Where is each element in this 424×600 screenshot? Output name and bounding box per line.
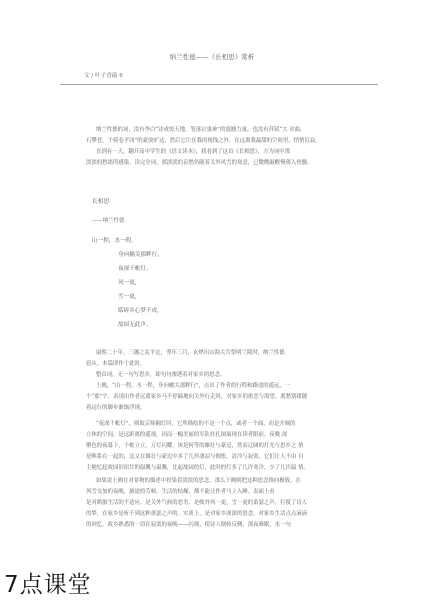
poem-line: 聒碎乡心梦不成，: [118, 308, 163, 314]
analysis-line: 个“那”字，表现出作者远离家乡马不停蹄地向关外行走时，对家乡的依恋与渴望。离愁别绪随: [86, 394, 308, 400]
analysis-line: 风雪交加的夜晚，旅途的劳顿，生活的枯燥，都不能让作者马上入睡。表面上看: [86, 489, 275, 495]
analysis-line: 是对鹤旅生活的不适应，是关外气候的恶劣，是帐外风一更，雪一更的萧瑟之声，打搅了诗人: [86, 500, 308, 506]
analysis-line: 康熙二十年，三藩之乱平定，翌年三月，玄烨出山海关告祭明兰陵时，纳兰性德: [96, 350, 285, 356]
poem-line: 夜深千帐灯。: [118, 266, 152, 272]
author-byline: 文 / 叶子香敲 6: [84, 73, 123, 79]
poem-line: 雪一更，: [118, 294, 141, 300]
poem-line: 风一更，: [118, 280, 141, 286]
intro-line: 淡淡的愁绪所感染，读完全词，那淡淡的哀愁仍随着关外风雪的寒意，已微微敲醒慢薄入骨髓。: [86, 160, 313, 166]
analysis-line: 聚色的夜幕下，千帐立立，万灯闪耀，该是何等的雄壮与豪迈，然而辽阔的灯光与思乡之 情: [86, 443, 304, 449]
analysis-line: 主地忆起故园旧宿甘的温馨与温馨，比起故园的灯，此时的灯多了几许寒冷，少了几许温 情。: [86, 465, 309, 471]
watermark-footer: 7点课堂: [4, 572, 92, 598]
analysis-line: 的回忆。故乡熟悉的一切在寂寞的夜晚——闪现，使诗人倒转反侧，深夜难眠。末一句: [86, 522, 291, 528]
intro-line: 纳兰性德的词，没有李白“诗成惊天地，笔落泣鬼神”的震撼力量，也没有苏轼“大 章曲，: [96, 127, 306, 133]
analysis-line: 着远行的脚步渐渐浮现。: [86, 405, 146, 411]
analysis-line: 上阙，“山一程，水一程，身向榆关那畔行”，点出了作者的行程和路途的遥远，一: [96, 383, 291, 389]
analysis-line: 整首词，无一句写思乡，却句句渗透着对家乡的思念。: [96, 372, 226, 378]
section-title: 长相思: [92, 199, 110, 205]
poet-name: ——纳兰性德: [92, 218, 125, 224]
analysis-line: 是唯系在一起的，这又在雄壮与豪迈中多了几丝凄凉与惆怅，清冷与寂寞，它们让人不由 自: [86, 454, 304, 460]
document-title: 纳兰性德——《长相思》赏析: [169, 54, 255, 61]
analysis-line: 的梦，在家乡是听不到这种萧瑟之声的。实质上，是对家乡深深的思念，对家乡生活点点滴滴: [86, 511, 308, 517]
analysis-line: 扈从。本篇即作于此时。: [86, 361, 146, 367]
analysis-line: “夜深千帐灯”，则取京师碉灯时，它所描绘的不是一个点，或者一个面，而是开阔的: [96, 421, 296, 427]
analysis-line: 如果说上阙在对景物的描述中投染着淡淡的思念，那么下阙则把这种思念推向极致。在: [96, 478, 301, 484]
poem-line: 身向榆关那畔行，: [118, 252, 163, 258]
header-divider: [60, 84, 378, 85]
intro-line: 石攀苍，千骑卷平冈”的豪放旷达，然后它让在我的视线之外，在远离我最甜的空间里，悄悄沉寂。: [86, 138, 321, 144]
analysis-line: 立体的空间，是远距离的遥视，因而一幅美丽的军队驻扎图展现在读者眼前。夜晚 深: [86, 432, 288, 438]
poem-line: 山一程，水一程，: [92, 238, 137, 244]
intro-line: 直到有一天，翻开高中学生的《语文读本》，我看到了这首《长相思》，方为词中那: [96, 149, 291, 155]
poem-line: 故园无此声。: [118, 322, 152, 328]
